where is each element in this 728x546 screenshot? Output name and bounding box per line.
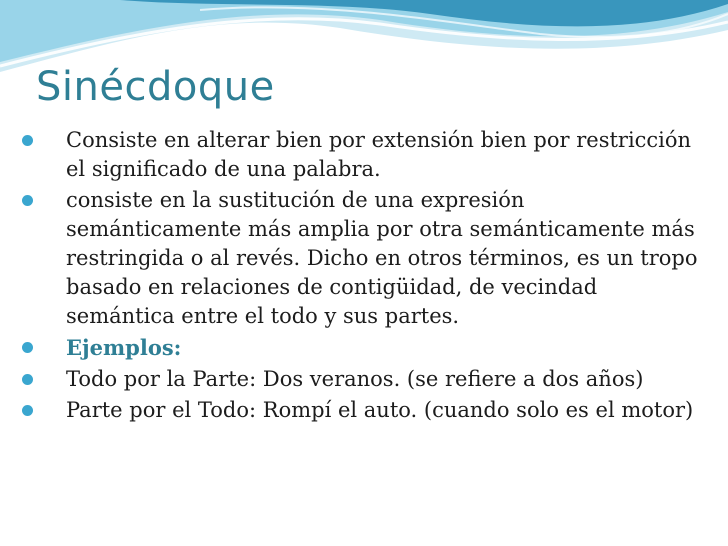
slide-title: Sinécdoque (36, 64, 275, 110)
bullet-dot-icon (22, 405, 33, 416)
bullet-dot-icon (22, 342, 33, 353)
bullet-text: Parte por el Todo: Rompí el auto. (cuando solo es el motor) (66, 398, 694, 422)
bullet-item (20, 126, 700, 184)
bullet-dot-icon (22, 135, 33, 146)
bullet-list (20, 126, 700, 427)
bullet-item-examples-heading (20, 333, 700, 363)
bullet-text: Consiste en alterar bien por extensión bien por restricción el significado de una palabra. (66, 128, 692, 181)
bullet-text: Ejemplos: (66, 335, 182, 360)
bullet-dot-icon (22, 374, 33, 385)
bullet-item (20, 396, 700, 425)
bullet-item (20, 186, 700, 331)
bullet-dot-icon (22, 195, 33, 206)
bullet-item (20, 365, 700, 394)
bullet-text: consiste en la sustitución de una expresión semánticamente más amplia por otra semánticamente más restringida o al revés. Dicho en otros términos, es un tropo basado en relaciones de contigüidad, de vecindad semántica entre el todo y sus partes. (66, 188, 698, 328)
bullet-text: Todo por la Parte: Dos veranos. (se refiere a dos años) (66, 367, 644, 391)
